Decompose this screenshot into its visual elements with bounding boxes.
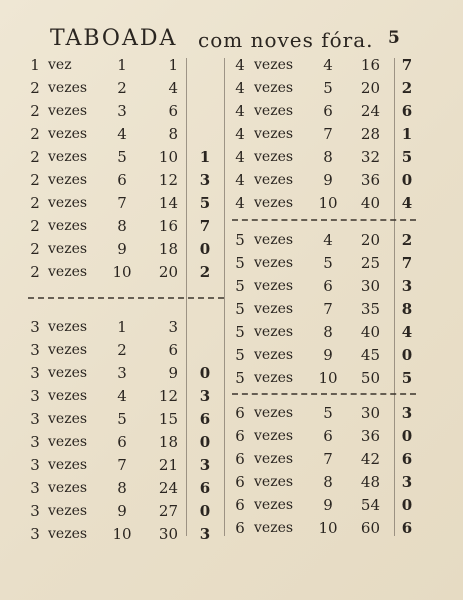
- multiplicand: 2: [30, 79, 40, 97]
- nine-check: 3: [199, 456, 211, 474]
- nine-check: 6: [401, 519, 413, 537]
- times-word: vezes: [254, 172, 294, 188]
- nine-check: 0: [199, 240, 211, 258]
- times-word: vezes: [48, 241, 88, 257]
- times-word: vezes: [254, 405, 294, 421]
- multiplier: 8: [323, 473, 333, 491]
- nine-check: 5: [401, 369, 413, 387]
- times-word: vezes: [254, 103, 294, 119]
- product: 24: [360, 102, 380, 120]
- nine-check: 7: [401, 56, 413, 74]
- nine-check: 2: [199, 263, 211, 281]
- times-word: vezes: [48, 457, 88, 473]
- multiplicand: 3: [30, 502, 40, 520]
- product: 25: [360, 254, 380, 272]
- times-word: vezes: [48, 411, 88, 427]
- nine-check: 0: [199, 502, 211, 520]
- multiplier: 4: [323, 56, 333, 74]
- product: 6: [168, 102, 178, 120]
- nine-check: 0: [401, 171, 413, 189]
- multiplier: 5: [323, 254, 333, 272]
- multiplier: 6: [117, 433, 127, 451]
- product: 12: [158, 387, 178, 405]
- product: 20: [360, 79, 380, 97]
- multiplicand: 6: [235, 427, 245, 445]
- multiplier: 10: [318, 369, 338, 387]
- multiplicand: 4: [235, 148, 245, 166]
- multiplier: 9: [323, 346, 333, 364]
- multiplicand: 6: [235, 450, 245, 468]
- multiplier: 9: [117, 240, 127, 258]
- product: 54: [360, 496, 380, 514]
- product: 40: [360, 194, 380, 212]
- multiplicand: 2: [30, 171, 40, 189]
- multiplier: 6: [323, 102, 333, 120]
- multiplier: 9: [117, 502, 127, 520]
- multiplier: 6: [323, 277, 333, 295]
- times-word: vezes: [48, 218, 88, 234]
- nine-check: 6: [199, 410, 211, 428]
- multiplier: 5: [117, 410, 127, 428]
- times-word: vezes: [254, 126, 294, 142]
- product: 40: [360, 323, 380, 341]
- product: 1: [168, 56, 178, 74]
- nine-check: 1: [199, 148, 211, 166]
- multiplier: 6: [323, 427, 333, 445]
- product: 30: [360, 277, 380, 295]
- times-word: vezes: [254, 278, 294, 294]
- multiplicand: 2: [30, 125, 40, 143]
- multiplier: 4: [323, 231, 333, 249]
- multiplicand: 5: [235, 369, 245, 387]
- times-word: vezes: [48, 126, 88, 142]
- multiplier: 5: [117, 148, 127, 166]
- page-header: [0, 26, 463, 54]
- multiplier: 7: [323, 125, 333, 143]
- times-word: vezes: [48, 149, 88, 165]
- product: 18: [158, 240, 178, 258]
- right-section-separator-1: [232, 219, 416, 221]
- multiplicand: 5: [235, 323, 245, 341]
- nine-check: 7: [199, 217, 211, 235]
- multiplier: 5: [323, 404, 333, 422]
- nine-check: 4: [401, 194, 413, 212]
- times-word: vezes: [254, 520, 294, 536]
- multiplier: 8: [117, 479, 127, 497]
- multiplier: 4: [117, 387, 127, 405]
- nine-check: 5: [401, 148, 413, 166]
- product: 50: [360, 369, 380, 387]
- product: 27: [158, 502, 178, 520]
- multiplicand: 3: [30, 456, 40, 474]
- nine-check: 2: [401, 231, 413, 249]
- times-word: vezes: [254, 370, 294, 386]
- right-section-separator-2: [232, 393, 416, 395]
- nine-check: 4: [401, 323, 413, 341]
- multiplier: 3: [117, 102, 127, 120]
- times-word: vezes: [254, 57, 294, 73]
- multiplicand: 6: [235, 496, 245, 514]
- nine-check: 7: [401, 254, 413, 272]
- multiplicand: 4: [235, 102, 245, 120]
- multiplicand: 3: [30, 364, 40, 382]
- product: 30: [158, 525, 178, 543]
- column-divider-right: [394, 58, 395, 536]
- multiplicand: 3: [30, 433, 40, 451]
- multiplicand: 3: [30, 410, 40, 428]
- times-word: vezes: [48, 480, 88, 496]
- nine-check: 6: [401, 450, 413, 468]
- multiplicand: 4: [235, 171, 245, 189]
- multiplicand: 3: [30, 525, 40, 543]
- product: 18: [158, 433, 178, 451]
- times-word: vezes: [48, 526, 88, 542]
- times-word: vezes: [48, 195, 88, 211]
- multiplier: 8: [323, 148, 333, 166]
- product: 14: [158, 194, 178, 212]
- nine-check: 3: [401, 473, 413, 491]
- page-number: 5: [388, 28, 400, 48]
- multiplicand: 2: [30, 263, 40, 281]
- times-word: vezes: [254, 347, 294, 363]
- left-section-separator: [28, 297, 224, 299]
- times-word: vezes: [48, 434, 88, 450]
- multiplicand: 3: [30, 479, 40, 497]
- multiplicand: 6: [235, 519, 245, 537]
- multiplier: 8: [117, 217, 127, 235]
- times-word: vezes: [254, 428, 294, 444]
- multiplier: 9: [323, 171, 333, 189]
- product: 28: [360, 125, 380, 143]
- nine-check: 5: [199, 194, 211, 212]
- nine-check: 3: [199, 387, 211, 405]
- multiplier: 2: [117, 79, 127, 97]
- nine-check: 3: [401, 404, 413, 422]
- nine-check: 3: [199, 171, 211, 189]
- multiplier: 1: [117, 56, 127, 74]
- times-word: vezes: [48, 503, 88, 519]
- times-word: vezes: [254, 497, 294, 513]
- multiplicand: 5: [235, 254, 245, 272]
- multiplicand: 1: [30, 56, 40, 74]
- multiplicand: 5: [235, 300, 245, 318]
- nine-check: 0: [401, 496, 413, 514]
- page-title: TABOADA: [50, 26, 178, 51]
- product: 36: [360, 171, 380, 189]
- times-word: vezes: [254, 149, 294, 165]
- multiplier: 8: [323, 323, 333, 341]
- times-word: vezes: [254, 324, 294, 340]
- multiplicand: 3: [30, 341, 40, 359]
- product: 32: [360, 148, 380, 166]
- product: 15: [158, 410, 178, 428]
- product: 42: [360, 450, 380, 468]
- multiplicand: 2: [30, 194, 40, 212]
- times-word: vez: [48, 57, 72, 73]
- product: 48: [360, 473, 380, 491]
- multiplier: 1: [117, 318, 127, 336]
- nine-check: 0: [401, 427, 413, 445]
- nine-check: 0: [401, 346, 413, 364]
- multiplicand: 4: [235, 194, 245, 212]
- multiplicand: 3: [30, 387, 40, 405]
- multiplicand: 6: [235, 473, 245, 491]
- nine-check: 6: [401, 102, 413, 120]
- multiplicand: 4: [235, 125, 245, 143]
- multiplier: 7: [323, 450, 333, 468]
- product: 8: [168, 125, 178, 143]
- times-word: vezes: [48, 80, 88, 96]
- product: 6: [168, 341, 178, 359]
- product: 4: [168, 79, 178, 97]
- multiplier: 9: [323, 496, 333, 514]
- product: 16: [360, 56, 380, 74]
- multiplier: 6: [117, 171, 127, 189]
- multiplier: 3: [117, 364, 127, 382]
- times-word: vezes: [48, 172, 88, 188]
- multiplier: 5: [323, 79, 333, 97]
- times-word: vezes: [48, 342, 88, 358]
- multiplier: 7: [323, 300, 333, 318]
- times-word: vezes: [48, 365, 88, 381]
- multiplicand: 2: [30, 148, 40, 166]
- nine-check: 0: [199, 364, 211, 382]
- product: 20: [360, 231, 380, 249]
- multiplicand: 3: [30, 318, 40, 336]
- nine-check: 6: [199, 479, 211, 497]
- product: 16: [158, 217, 178, 235]
- product: 36: [360, 427, 380, 445]
- times-word: vezes: [254, 474, 294, 490]
- times-word: vezes: [48, 388, 88, 404]
- product: 21: [158, 456, 178, 474]
- product: 9: [168, 364, 178, 382]
- multiplier: 10: [112, 263, 132, 281]
- multiplier: 2: [117, 341, 127, 359]
- times-word: vezes: [48, 103, 88, 119]
- times-word: vezes: [254, 80, 294, 96]
- column-divider-center: [224, 58, 225, 536]
- product: 45: [360, 346, 380, 364]
- multiplicand: 2: [30, 217, 40, 235]
- times-word: vezes: [48, 319, 88, 335]
- multiplicand: 5: [235, 231, 245, 249]
- nine-check: 2: [401, 79, 413, 97]
- product: 3: [168, 318, 178, 336]
- product: 30: [360, 404, 380, 422]
- times-word: vezes: [254, 451, 294, 467]
- times-word: vezes: [254, 232, 294, 248]
- times-word: vezes: [48, 264, 88, 280]
- product: 10: [158, 148, 178, 166]
- page-subtitle: com noves fóra.: [198, 28, 374, 52]
- multiplicand: 4: [235, 56, 245, 74]
- multiplier: 4: [117, 125, 127, 143]
- times-word: vezes: [254, 301, 294, 317]
- product: 20: [158, 263, 178, 281]
- product: 24: [158, 479, 178, 497]
- times-word: vezes: [254, 255, 294, 271]
- multiplicand: 4: [235, 79, 245, 97]
- nine-check: 8: [401, 300, 413, 318]
- multiplier: 10: [318, 519, 338, 537]
- multiplier: 7: [117, 194, 127, 212]
- nine-check: 3: [199, 525, 211, 543]
- multiplicand: 5: [235, 277, 245, 295]
- multiplier: 10: [318, 194, 338, 212]
- nine-check: 1: [401, 125, 413, 143]
- nine-check: 0: [199, 433, 211, 451]
- multiplicand: 2: [30, 240, 40, 258]
- multiplier: 10: [112, 525, 132, 543]
- multiplier: 7: [117, 456, 127, 474]
- multiplicand: 6: [235, 404, 245, 422]
- multiplicand: 5: [235, 346, 245, 364]
- product: 60: [360, 519, 380, 537]
- times-word: vezes: [254, 195, 294, 211]
- multiplicand: 2: [30, 102, 40, 120]
- product: 12: [158, 171, 178, 189]
- nine-check: 3: [401, 277, 413, 295]
- product: 35: [360, 300, 380, 318]
